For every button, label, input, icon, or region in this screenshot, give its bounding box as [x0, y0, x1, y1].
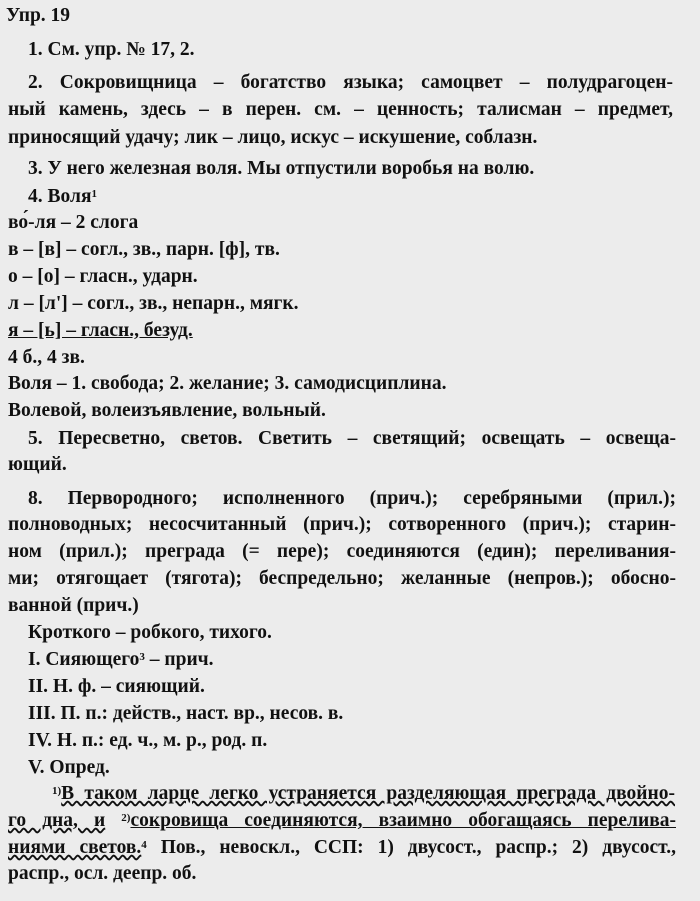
sentence-line-3-start: ниями светов. [8, 837, 142, 858]
related-words-line: Волевой, волеизъявление, вольный. [8, 400, 326, 421]
analysis-I [28, 648, 214, 672]
sentence-line-2 [8, 809, 676, 833]
letters-sounds-count: 4 б., 4 зв. [8, 347, 85, 368]
item-8-line-5: ванной (прич.) [8, 595, 139, 616]
phonetic-line-ya [8, 319, 193, 343]
item-3: 3. У него железная воля. Мы отпустили воробья на волю. [28, 158, 535, 179]
item-5-line-1: 5. Пересветно, светов. Светить – светящий; освещать – освеща- [28, 428, 676, 449]
scheme-marker: 4 [141, 839, 147, 851]
item-4-header [28, 185, 97, 209]
analysis-I-word: I. Сияющего [28, 649, 140, 670]
item-1: 1. См. упр. № 17, 2. [28, 39, 195, 60]
phonetic-ya-text: я – [ь] – гласн., безуд. [8, 320, 193, 341]
analysis-III: III. П. п.: действ., наст. вр., несов. в. [28, 703, 344, 724]
item-2-line-3: приносящий удачу; лик – лицо, искус – искушение, соблазн. [8, 127, 538, 148]
syllables-line: во́-ля – 2 слога [8, 212, 139, 233]
item-8-line-3: ном (прил.); преграда (= пере); соединяются (един); переливания- [8, 541, 676, 562]
item-8-line-1: 8. Первородного; исполненного (прич.); серебряными (прил.); [28, 488, 676, 509]
item-8-line-4: ми; отягощает (тягота); беспредельно; желанные (непров.); обосно- [8, 568, 676, 589]
analysis-I-sup: 3 [139, 651, 145, 663]
sentence-line-3-end: Пов., невоскл., ССП: 1) двусост., распр.; 2) двусост., [160, 837, 677, 858]
meaning-line: Воля – 1. свобода; 2. желание; 3. самодисциплина. [8, 373, 447, 394]
item-4-word: 4. Воля [28, 186, 92, 207]
sentence-line-4: распр., осл. деепр. об. [8, 863, 197, 884]
item-2-line-2: ный камень, здесь – в перен. см. – ценность; талисман – предмет, [8, 99, 673, 120]
phonetic-line-o: о – [о] – гласн., ударн. [8, 266, 198, 287]
sentence-line-3 [8, 836, 676, 860]
phonetic-line-v: в – [в] – согл., зв., парн. [ф], тв. [8, 239, 280, 260]
sentence-line-1 [52, 782, 675, 806]
item-5-line-2: ющий. [8, 454, 67, 475]
analysis-V: V. Опред. [28, 757, 110, 778]
synonyms-line: Кроткого – робкого, тихого. [28, 622, 272, 643]
exercise-title: Упр. 19 [6, 5, 71, 26]
analysis-IV: IV. Н. п.: ед. ч., м. р., род. п. [28, 730, 268, 751]
clause-1-marker: 1) [52, 785, 62, 797]
sentence-line-1-text: В таком ларце легко устраняется разделяющая преграда двойно- [61, 783, 675, 804]
sentence-line-2-end: сокровища соединяются, взаимно обогащаясь перелива- [130, 810, 676, 831]
analysis-I-tail: – прич. [144, 649, 214, 670]
item-2-line-1: 2. Сокровищница – богатство языка; самоцвет – полудрагоцен- [28, 72, 673, 93]
phonetic-line-l: л – [л'] – согл., зв., непарн., мягк. [8, 293, 299, 314]
clause-2-marker: 2) [121, 812, 131, 824]
item-8-line-2: полноводных; несосчитанный (прич.); сотворенного (прич.); старин- [8, 514, 676, 535]
sentence-line-2-start: го дна, и [8, 810, 106, 831]
footnote-marker: 1 [91, 188, 97, 200]
analysis-II: II. Н. ф. – сияющий. [28, 676, 205, 697]
